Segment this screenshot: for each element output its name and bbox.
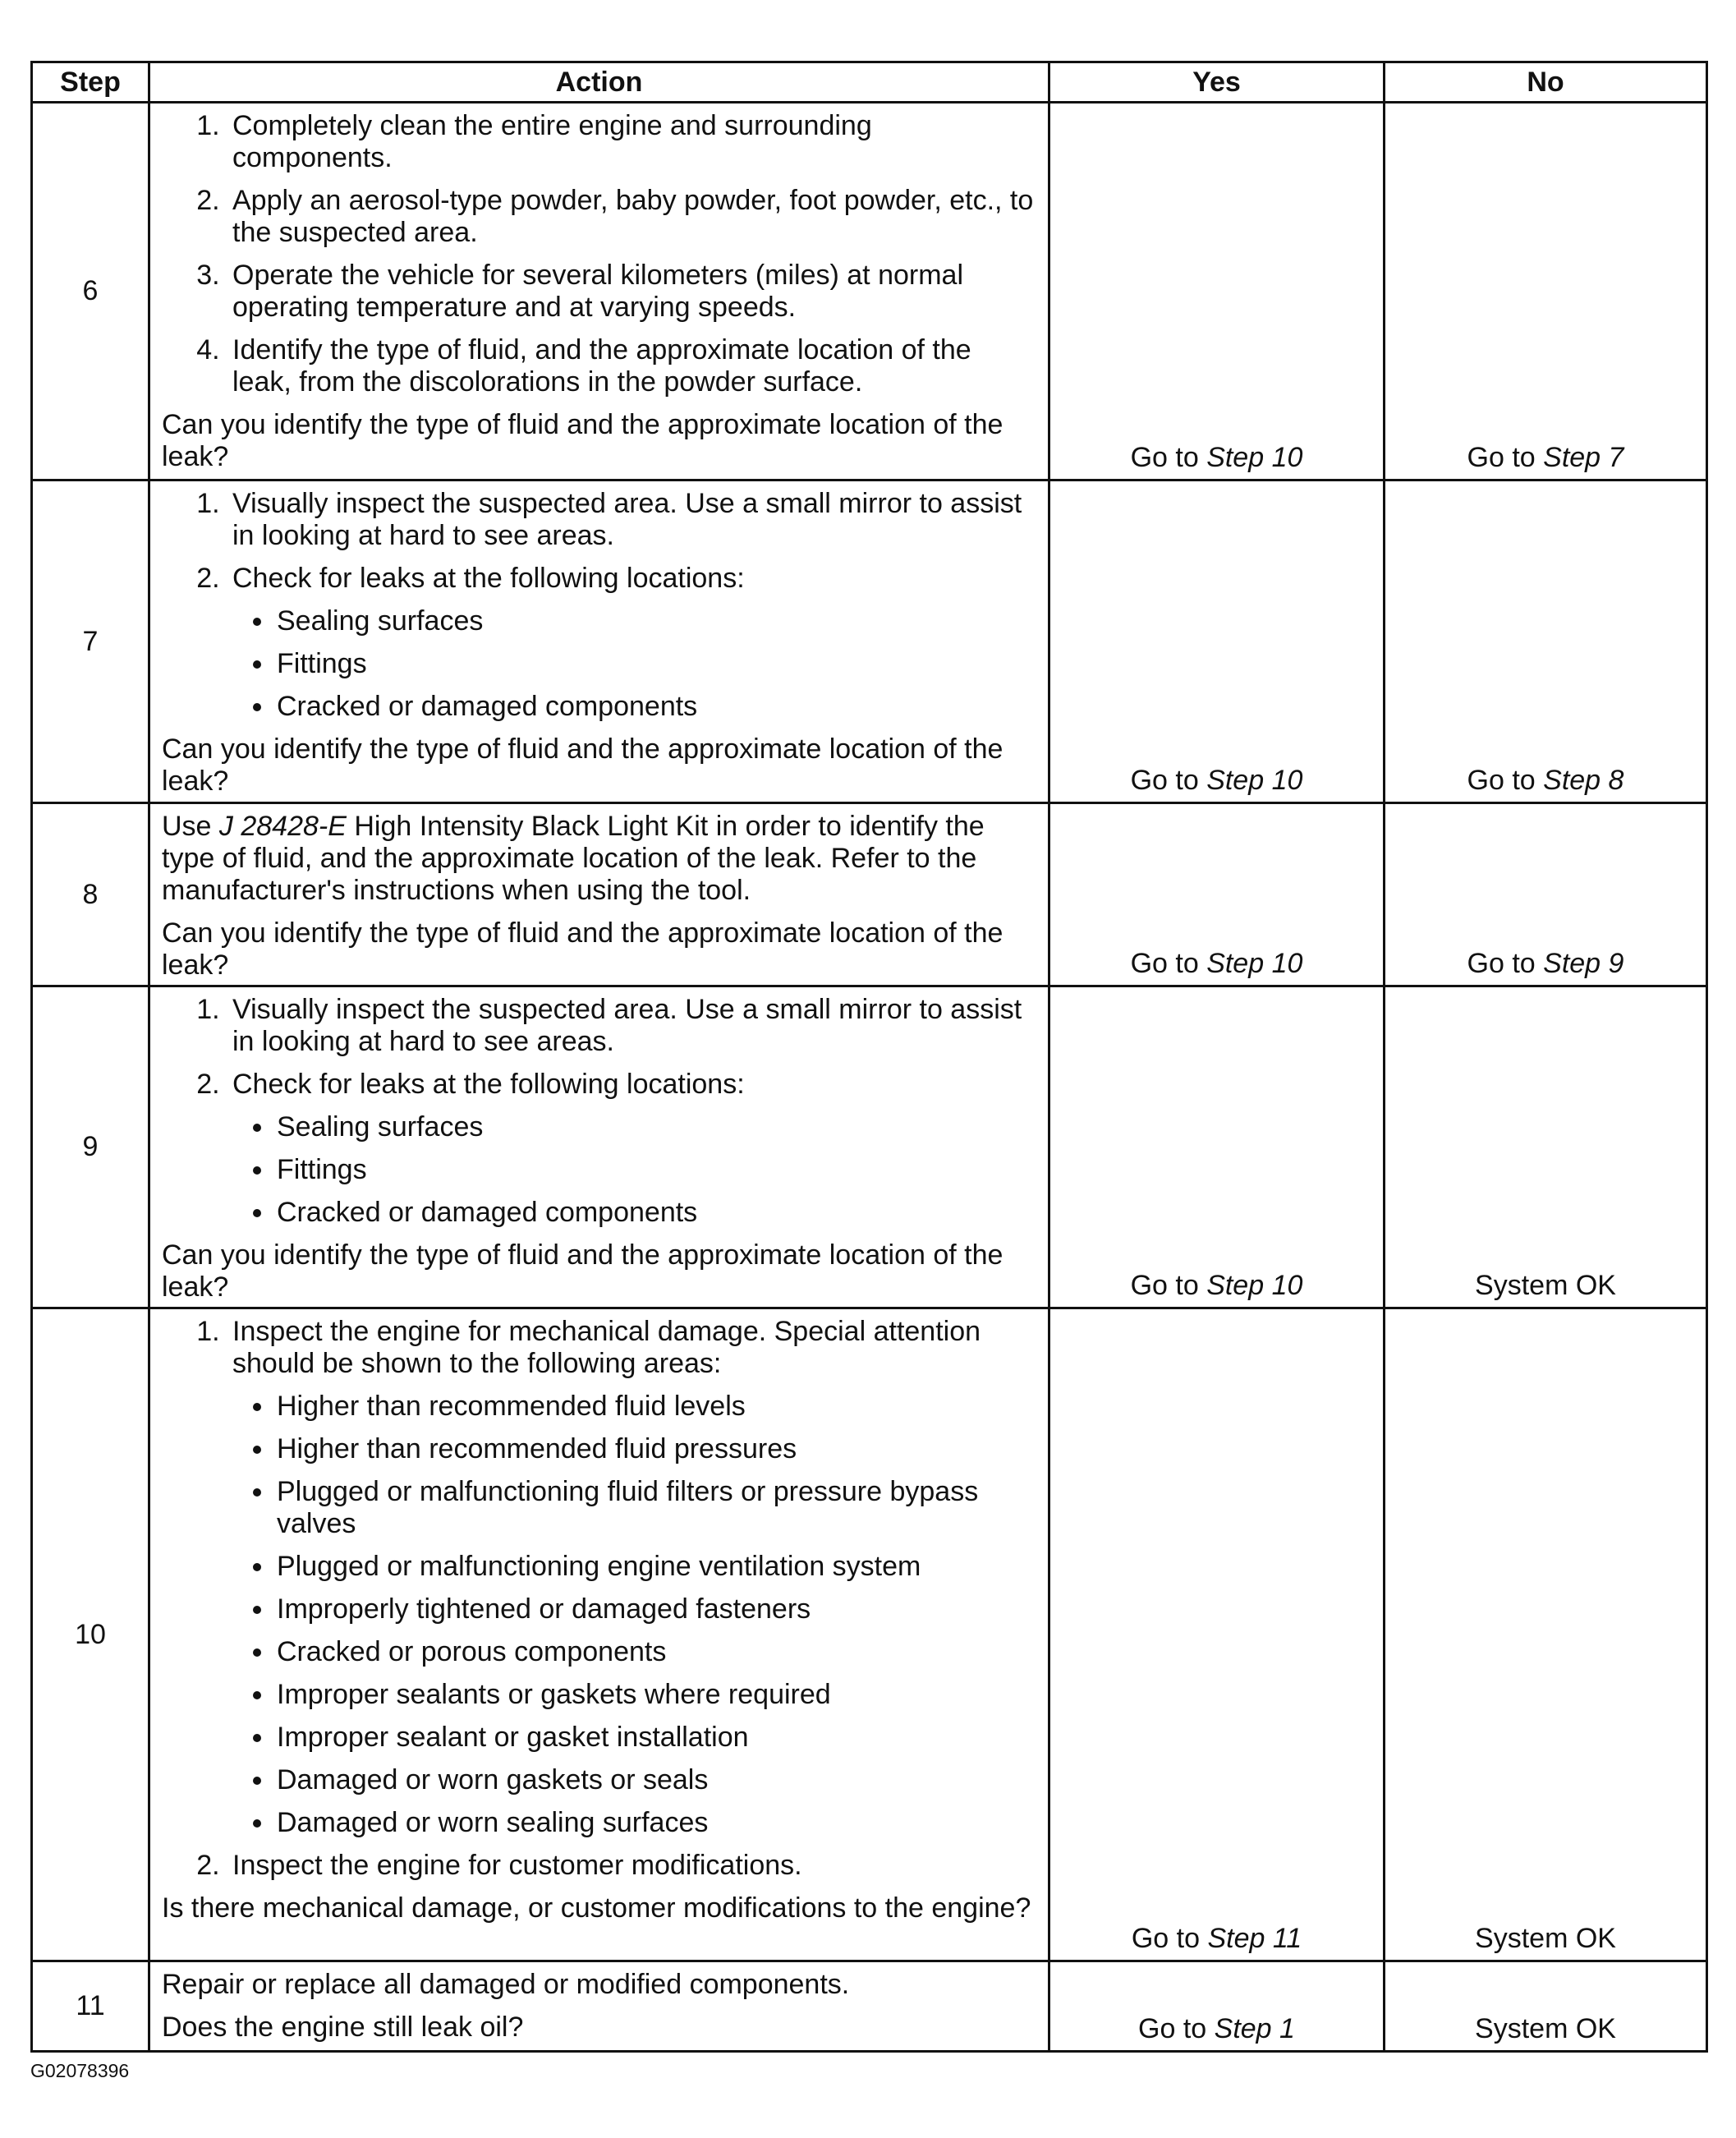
step-number: 6 — [32, 103, 149, 480]
action-item-text: Check for leaks at the following locations: — [232, 563, 745, 594]
no-step-ref: Step 8 — [1543, 765, 1624, 796]
question-text: Is there mechanical damage, or customer modifications to the engine? — [162, 1892, 1031, 1924]
bullet-item: • Cracked or damaged components — [275, 1197, 1036, 1229]
action-item: 2. Inspect the engine for customer modifications. — [227, 1850, 1036, 1882]
no-prefix: Go to — [1467, 442, 1544, 473]
action-item: 1. Visually inspect the suspected area. Use a small mirror to assist in looking at hard to see areas. — [227, 994, 1036, 1058]
no-step-ref: Step 9 — [1543, 948, 1624, 979]
header-action: Action — [149, 62, 1049, 103]
action-list — [162, 1316, 1036, 1882]
bullet-item: • Improperly tightened or damaged fasteners — [275, 1593, 1036, 1625]
no-prefix: Go to — [1467, 948, 1544, 979]
no-step-ref: Step 7 — [1543, 442, 1624, 473]
table-row — [32, 1308, 1707, 1961]
yes-cell — [1049, 803, 1385, 986]
yes-step-ref: Step 10 — [1206, 442, 1303, 473]
yes-step-ref: Step 1 — [1214, 2013, 1295, 2044]
question-text: Can you identify the type of fluid and the approximate location of the leak? — [162, 917, 1003, 981]
bullet-item: • Sealing surfaces — [275, 605, 1036, 637]
yes-prefix: Go to — [1130, 765, 1207, 796]
action-item — [227, 1069, 1036, 1229]
bullet-item: • Plugged or malfunctioning engine ventilation system — [275, 1551, 1036, 1583]
table-row — [32, 480, 1707, 803]
action-item: 2. Apply an aerosol-type powder, baby powder, foot powder, etc., to the suspected area. — [227, 185, 1036, 249]
action-cell — [149, 103, 1049, 480]
no-cell — [1385, 103, 1707, 480]
header-yes: Yes — [1049, 62, 1385, 103]
bullet-item: • Cracked or porous components — [275, 1636, 1036, 1668]
bullet-item: • Plugged or malfunctioning fluid filters or pressure bypass valves — [275, 1476, 1036, 1540]
figure-id: G02078396 — [30, 2060, 130, 2081]
yes-step-ref: Step 10 — [1206, 1270, 1303, 1301]
yes-prefix: Go to — [1130, 442, 1207, 473]
yes-cell — [1049, 986, 1385, 1308]
table-row — [32, 986, 1707, 1308]
header-row — [32, 62, 1707, 103]
no-prefix: System OK — [1475, 1270, 1616, 1301]
action-paragraph — [162, 811, 1036, 907]
yes-step-ref: Step 11 — [1207, 1923, 1302, 1954]
no-cell — [1385, 480, 1707, 803]
yes-cell — [1049, 103, 1385, 480]
bullet-item: • Damaged or worn gaskets or seals — [275, 1764, 1036, 1796]
header-step: Step — [32, 62, 149, 103]
bullet-item: • Sealing surfaces — [275, 1111, 1036, 1143]
action-paragraph — [162, 1969, 1036, 2001]
yes-prefix: Go to — [1138, 2013, 1215, 2044]
action-item-text: Inspect the engine for mechanical damage. Special attention should be shown to the following areas: — [232, 1316, 981, 1379]
step-number: 11 — [32, 1961, 149, 2052]
yes-step-ref: Step 10 — [1206, 765, 1303, 796]
action-list — [162, 110, 1036, 398]
yes-cell — [1049, 1308, 1385, 1961]
bullet-item: • Improper sealant or gasket installation — [275, 1722, 1036, 1754]
action-cell — [149, 1308, 1049, 1961]
no-prefix: System OK — [1475, 1923, 1616, 1954]
yes-prefix: Go to — [1131, 1923, 1208, 1954]
question-text: Can you identify the type of fluid and the approximate location of the leak? — [162, 1239, 1003, 1303]
bullet-item: • Improper sealants or gaskets where required — [275, 1679, 1036, 1711]
action-cell — [149, 1961, 1049, 2052]
table-header — [32, 62, 1707, 103]
bullet-item: • Cracked or damaged components — [275, 691, 1036, 723]
no-cell — [1385, 803, 1707, 986]
diagnostic-table — [30, 61, 1708, 2053]
bullet-item: • Higher than recommended fluid pressures — [275, 1433, 1036, 1465]
yes-prefix: Go to — [1130, 948, 1207, 979]
no-cell — [1385, 986, 1707, 1308]
bullet-item: • Damaged or worn sealing surfaces — [275, 1807, 1036, 1839]
header-no: No — [1385, 62, 1707, 103]
action-list — [162, 994, 1036, 1229]
action-list — [162, 488, 1036, 723]
bullet-item: • Higher than recommended fluid levels — [275, 1391, 1036, 1423]
bullet-list — [232, 605, 1036, 723]
no-prefix: System OK — [1475, 2013, 1616, 2044]
yes-cell — [1049, 1961, 1385, 2052]
question-text: Does the engine still leak oil? — [162, 2012, 524, 2043]
bullet-list — [232, 1391, 1036, 1839]
step-number: 10 — [32, 1308, 149, 1961]
bullet-item: • Fittings — [275, 1154, 1036, 1186]
step-number: 8 — [32, 803, 149, 986]
yes-step-ref: Step 10 — [1206, 948, 1303, 979]
bullet-item: • Fittings — [275, 648, 1036, 680]
action-item — [227, 1316, 1036, 1839]
question-text: Can you identify the type of fluid and the approximate location of the leak? — [162, 409, 1003, 472]
no-cell — [1385, 1308, 1707, 1961]
action-cell — [149, 480, 1049, 803]
table-row — [32, 103, 1707, 480]
action-cell — [149, 986, 1049, 1308]
para-text: High Intensity Black Light Kit in order to identify the type of fluid, and the approximate location of the leak. Refer to the manufacturer's instructions when using the tool. — [162, 811, 985, 906]
table-row — [32, 1961, 1707, 2052]
action-item: 1. Completely clean the entire engine and surrounding components. — [227, 110, 1036, 174]
yes-prefix: Go to — [1130, 1270, 1207, 1301]
no-cell — [1385, 1961, 1707, 2052]
action-item-text: Check for leaks at the following locations: — [232, 1069, 745, 1100]
table-row — [32, 803, 1707, 986]
action-item: 3. Operate the vehicle for several kilometers (miles) at normal operating temperature and at varying speeds. — [227, 260, 1036, 324]
action-item — [227, 563, 1036, 723]
action-item: 1. Visually inspect the suspected area. Use a small mirror to assist in looking at hard to see areas. — [227, 488, 1036, 552]
yes-cell — [1049, 480, 1385, 803]
no-prefix: Go to — [1467, 765, 1544, 796]
step-number: 9 — [32, 986, 149, 1308]
question-text: Can you identify the type of fluid and the approximate location of the leak? — [162, 733, 1003, 797]
bullet-list — [232, 1111, 1036, 1229]
step-number: 7 — [32, 480, 149, 803]
para-text: Use — [162, 811, 219, 842]
para-text: Repair or replace all damaged or modified components. — [162, 1969, 850, 2000]
action-item: 4. Identify the type of fluid, and the approximate location of the leak, from the discolorations in the powder surface. — [227, 334, 1036, 398]
action-cell — [149, 803, 1049, 986]
tool-id: J 28428-E — [218, 811, 347, 842]
